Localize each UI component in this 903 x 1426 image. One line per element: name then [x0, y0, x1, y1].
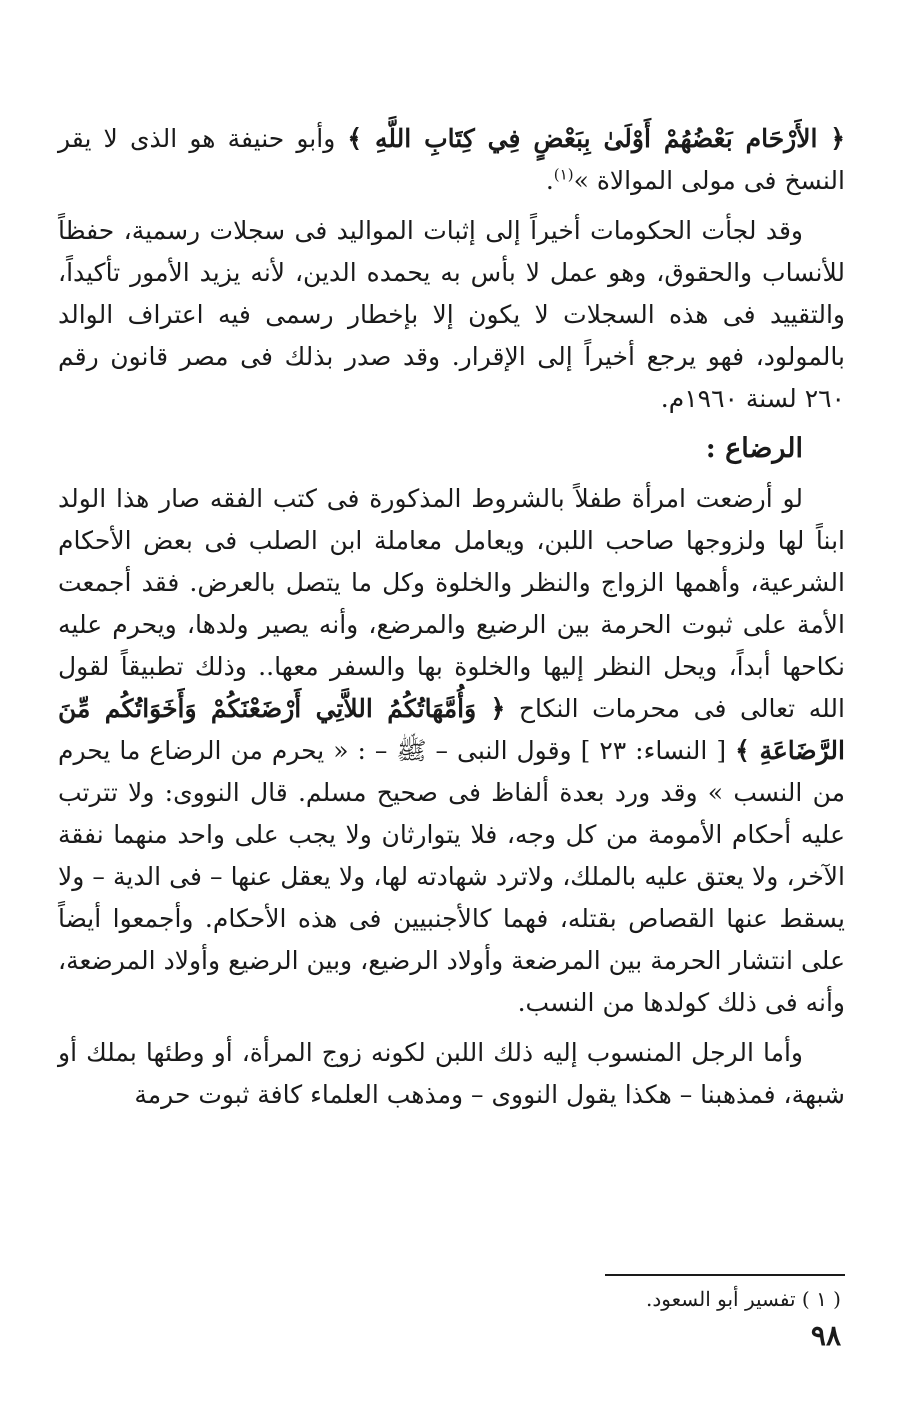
paragraph-3-text-a: لو أرضعت امرأة طفلاً بالشروط المذكورة فى كتب الفقه صار هذا الولد ابناً لها ولزوجها صاحب اللبن، ويعامل معاملة ابن الصلب فى بعض الأحكام الشرعية، وأهمها الزواج والنظر والخلوة وكل ما يتصل بالعرض. فقد أجمعت الأمة على ثبوت الحرمة بين الرضيع والمرضع، وأنه يصير ولدها، ويحرم عليه نكاحها أبداً، ويحل النظر إليها والخلوة بها والسفر معها.. وذلك تطبيقاً لقول الله تعالى فى محرمات النكاح [58, 484, 845, 723]
paragraph-1 [58, 118, 845, 202]
footnote-ref: (١) [553, 165, 574, 184]
paragraph-1-end: . [545, 166, 554, 195]
paragraph-4: وأما الرجل المنسوب إليه ذلك اللبن لكونه زوج المرأة، أو وطئها بملك أو شبهة، فمذهبنا – هكذا يقول النووى – ومذهب العلماء كافة ثبوت حرمة [58, 1038, 845, 1109]
paragraph-1-text: وأبو حنيفة هو الذى لا يقر النسخ فى مولى الموالاة » [58, 124, 845, 195]
paragraph-3 [58, 478, 845, 1024]
quran-quote: ﴿ الأَرْحَام بَعْضُهُمْ أَوْلَىٰ بِبَعْضٍ فِي كِتَابِ اللَّهِ ﴾ [347, 124, 845, 153]
section-heading: الرضاع : [705, 433, 803, 464]
page-number: ٩٨ [810, 1319, 841, 1352]
footnote-divider [605, 1274, 845, 1276]
footnote: ( ١ ) تفسير أبو السعود. [646, 1287, 841, 1311]
quran-quote: ﴿ وَأُمَّهَاتُكُمُ اللاَّتِي أَرْضَعْنَكُمْ وَأَخَوَاتُكُم مِّنَ الرَّضَاعَةِ ﴾ [58, 694, 845, 765]
paragraph-3-text-b: [ النساء: ٢٣ ] وقول النبى – ﷺ – : « يحرم من الرضاع ما يحرم من النسب » وقد ورد بعدة ألفاظ فى صحيح مسلم. قال النووى: ولا تترتب عليه أحكام الأمومة من كل وجه، فلا يتوارثان ولا يجب على واحد منهما نفقة الآخر، ولا يعتق عليه بالملك، ولاترد شهادته لها، ولا يعقل عنها – فى الدية – ولا يسقط عنها القصاص بقتله، فهما كالأجنبيين فى هذه الأحكام. وأجمعوا أيضاً على انتشار الحرمة بين المرضعة وأولاد الرضيع، وبين الرضيع وأولاد المرضعة، وأنه فى ذلك كولدها من النسب. [58, 736, 845, 1017]
paragraph-2: وقد لجأت الحكومات أخيراً إلى إثبات المواليد فى سجلات رسمية، حفظاً للأنساب والحقوق، وهو عمل لا بأس به يحمده الدين، لأنه يزيد الأمور تأكيداً، والتقييد فى هذه السجلات لا يكون إلا بإخطار رسمى فيه اعتراف الوالد بالمولود، فهو يرجع أخيراً إلى الإقرار. وقد صدر بذلك فى مصر قانون رقم ٢٦٠ لسنة ١٩٦٠م. [58, 216, 845, 413]
